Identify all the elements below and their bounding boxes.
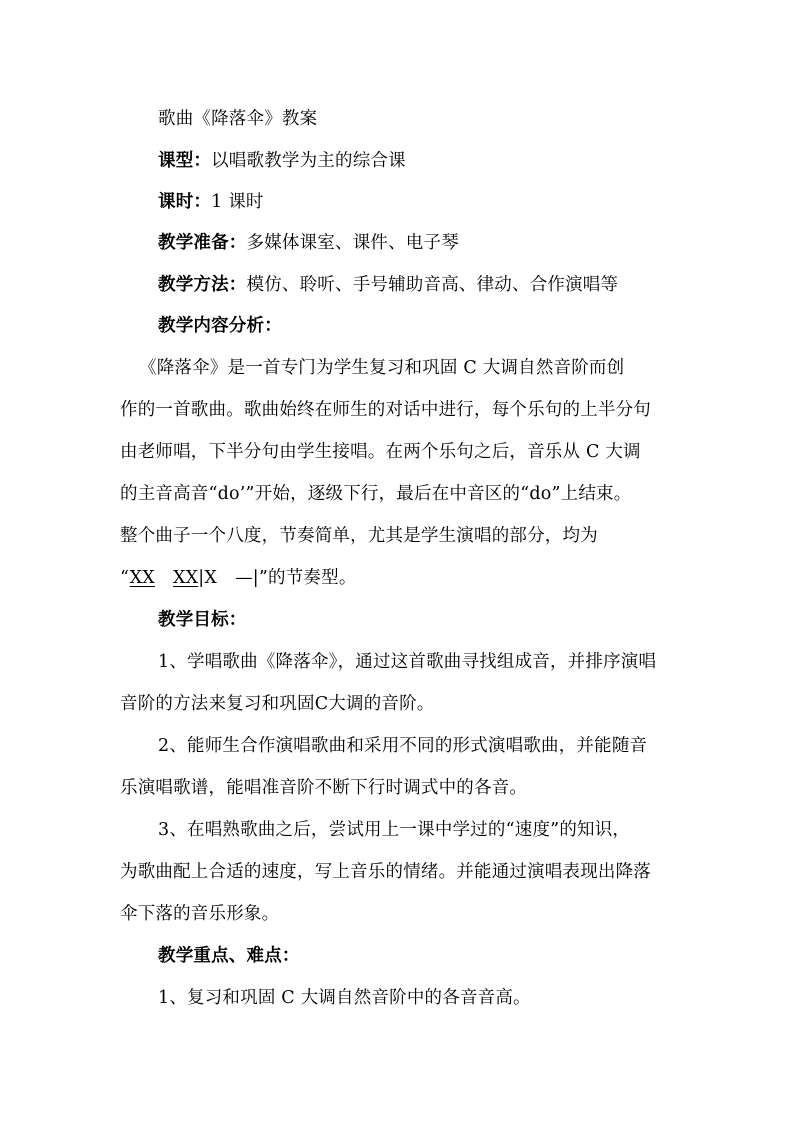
prep-row [158,231,678,255]
rhythm-xx: XX [172,568,199,588]
analysis-line: 的主音高音“do’”开始，逐级下行，最后在中音区的“do”上结束。 [120,484,632,504]
goal-3-line: 3、在唱熟歌曲之后，尝试用上一课中学过的“速度”的知识， [158,820,631,840]
key-points-heading: 教学重点、难点： [158,946,300,966]
method-row [158,273,678,297]
rhythm-open-quote: “ [120,568,130,588]
goal-1-line: 音阶的方法来复习和巩固C大调的音阶。 [120,694,435,714]
rhythm-pattern [120,566,680,590]
goal-2-line: 乐演唱歌谱，能唱准音阶不断下行时调式中的各音。 [120,778,528,798]
method-value: 模仿、聆听、手号辅助音高、律动、合作演唱等 [246,275,619,295]
rhythm-x: X [204,568,218,588]
rhythm-barline: | [252,568,259,588]
doc-title: 歌曲《降落伞》教案 [158,109,318,129]
goals-heading: 教学目标： [158,610,247,630]
goal-1-line: 1、学唱歌曲《降落伞》，通过这首歌曲寻找组成音，并排序演唱 [158,652,657,672]
method-label: 教学方法： [158,275,247,295]
rhythm-dash: — [235,568,253,588]
goal-2-line: 2、能师生合作演唱歌曲和采用不同的形式演唱歌曲，并能随音 [158,736,648,756]
key-point-1: 1、复习和巩固 C 大调自然音阶中的各音音高。 [158,988,531,1008]
rhythm-suffix: ”的节奏型。 [258,568,357,588]
rhythm-barline: | [198,568,205,588]
analysis-line: 作的一首歌曲。歌曲始终在师生的对话中进行，每个乐句的上半分句 [120,400,651,420]
analysis-line: 整个曲子一个八度，节奏简单，尤其是学生演唱的部分，均为 [120,526,598,546]
hours-row [158,190,678,214]
analysis-line: 《降落伞》是一首专门为学生复习和巩固 C 大调自然音阶而创 [139,358,625,378]
goal-3-line: 伞下落的音乐形象。 [120,904,280,924]
prep-value: 多媒体课室、课件、电子琴 [246,233,459,253]
goal-3-line: 为歌曲配上合适的速度，写上音乐的情绪。并能通过演唱表现出降落 [120,862,651,882]
analysis-heading: 教学内容分析： [158,316,282,336]
rhythm-xx: XX [129,568,155,588]
course-type-row [158,149,678,173]
course-type-value: 以唱歌教学为主的综合课 [211,151,406,171]
course-type-label: 课型： [158,151,212,171]
hours-value: 1 课时 [211,192,264,212]
hours-label: 课时： [158,192,212,212]
prep-label: 教学准备： [158,233,247,253]
analysis-line: 由老师唱，下半分句由学生接唱。在两个乐句之后，音乐从 C 大调 [120,442,641,462]
